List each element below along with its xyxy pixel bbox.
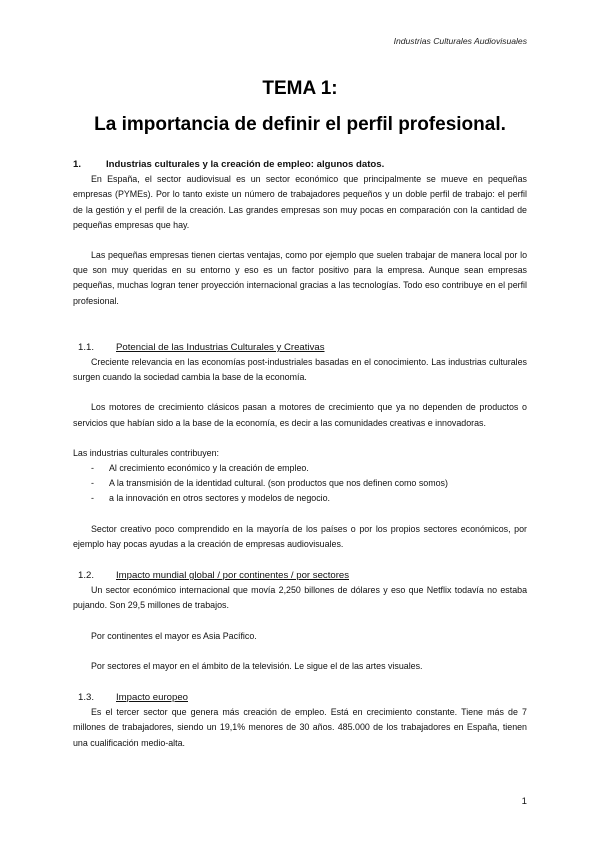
list-intro: Las industrias culturales contribuyen:	[73, 447, 220, 458]
section-title: Industrias culturales y la creación de empleo: algunos datos.	[106, 159, 385, 170]
list-marker: -	[91, 463, 94, 474]
paragraph: Por continentes el mayor es Asia Pacífico.	[91, 630, 257, 641]
section-title: Impacto europeo	[116, 692, 188, 704]
paragraph: En España, el sector audiovisual es un sector económico que principalmente se mueve en pequeñas empresas (PYMEs). Por lo tanto existe un número de trabajadores pequeños y un doble perfil de trabajo: el perfil de la gestión y el perfil de la creación. Las grandes empresas son muy pocas en comparación con la cantidad de pequeñas empresas que hay.	[73, 174, 527, 230]
section-number: 1.2.	[78, 570, 95, 582]
section-1-heading	[73, 157, 527, 172]
paragraph: Las pequeñas empresas tienen ciertas ventajas, como por ejemplo que suelen trabajar de manera local por lo que son muy queridas en su entorno y eso es un factor positivo para la empresa. Aunque sean empresas pequeñas, muchas logran tener proyección internacional gracias a las tecnologías. Todo eso contribuye en el perfil profesional.	[73, 250, 527, 306]
page-title-line-1: TEMA 1:	[262, 78, 338, 99]
page-number: 1	[521, 796, 527, 807]
paragraph: Los motores de crecimiento clásicos pasan a motores de crecimiento que ya no dependen de productos o servicios que habían sido a la base de la economía, es decir a las comunidades creativas e innovadoras.	[73, 402, 527, 428]
list-item: - a la innovación en otros sectores y modelos de negocio.	[91, 491, 527, 506]
list-item: - A la transmisión de la identidad cultural. (son productos que nos definen como somos)	[91, 476, 527, 491]
section-number: 1.3.	[78, 692, 95, 704]
section-title: Potencial de las Industrias Culturales y Creativas	[116, 341, 325, 353]
paragraph: Creciente relevancia en las economías post-industriales basadas en el conocimiento. Las industrias culturales surgen cuando la sociedad cambia la base de la economía.	[73, 357, 527, 383]
contribution-list	[73, 461, 527, 507]
running-header: Industrias Culturales Audiovisuales	[393, 36, 527, 46]
section-title: Impacto mundial global / por continentes / por sectores	[116, 570, 350, 582]
paragraph: Por sectores el mayor en el ámbito de la televisión. Le sigue el de las artes visuales.	[91, 660, 423, 671]
section-number: 1.	[73, 159, 82, 170]
paragraph: Es el tercer sector que genera más creación de empleo. Está en crecimiento constante. Tiene más de 7 millones de trabajadores, siendo un 19,1% menores de 30 años. 485.000 de los trabajadores en España, tienen una cualificación medio-alta.	[73, 707, 527, 748]
section-1-1-heading	[73, 340, 527, 355]
section-number: 1.1.	[78, 341, 95, 353]
paragraph: Un sector económico internacional que movía 2,250 billones de dólares y eso que Netflix todavía no estaba pujando. Son 29,5 millones de trabajos.	[73, 585, 527, 611]
document-body	[73, 157, 527, 751]
page-title-line-2: La importancia de definir el perfil profesional.	[94, 114, 506, 135]
list-marker: -	[91, 478, 94, 489]
list-marker: -	[91, 493, 94, 504]
paragraph: Sector creativo poco comprendido en la mayoría de los países o por los propios sectores económicos, por ejemplo hay pocas ayudas a la creación de empresas audiovisuales.	[73, 523, 527, 549]
list-item: - Al crecimiento económico y la creación de empleo.	[91, 461, 527, 476]
section-1-2-heading	[73, 568, 527, 583]
section-1-3-heading	[73, 690, 527, 705]
